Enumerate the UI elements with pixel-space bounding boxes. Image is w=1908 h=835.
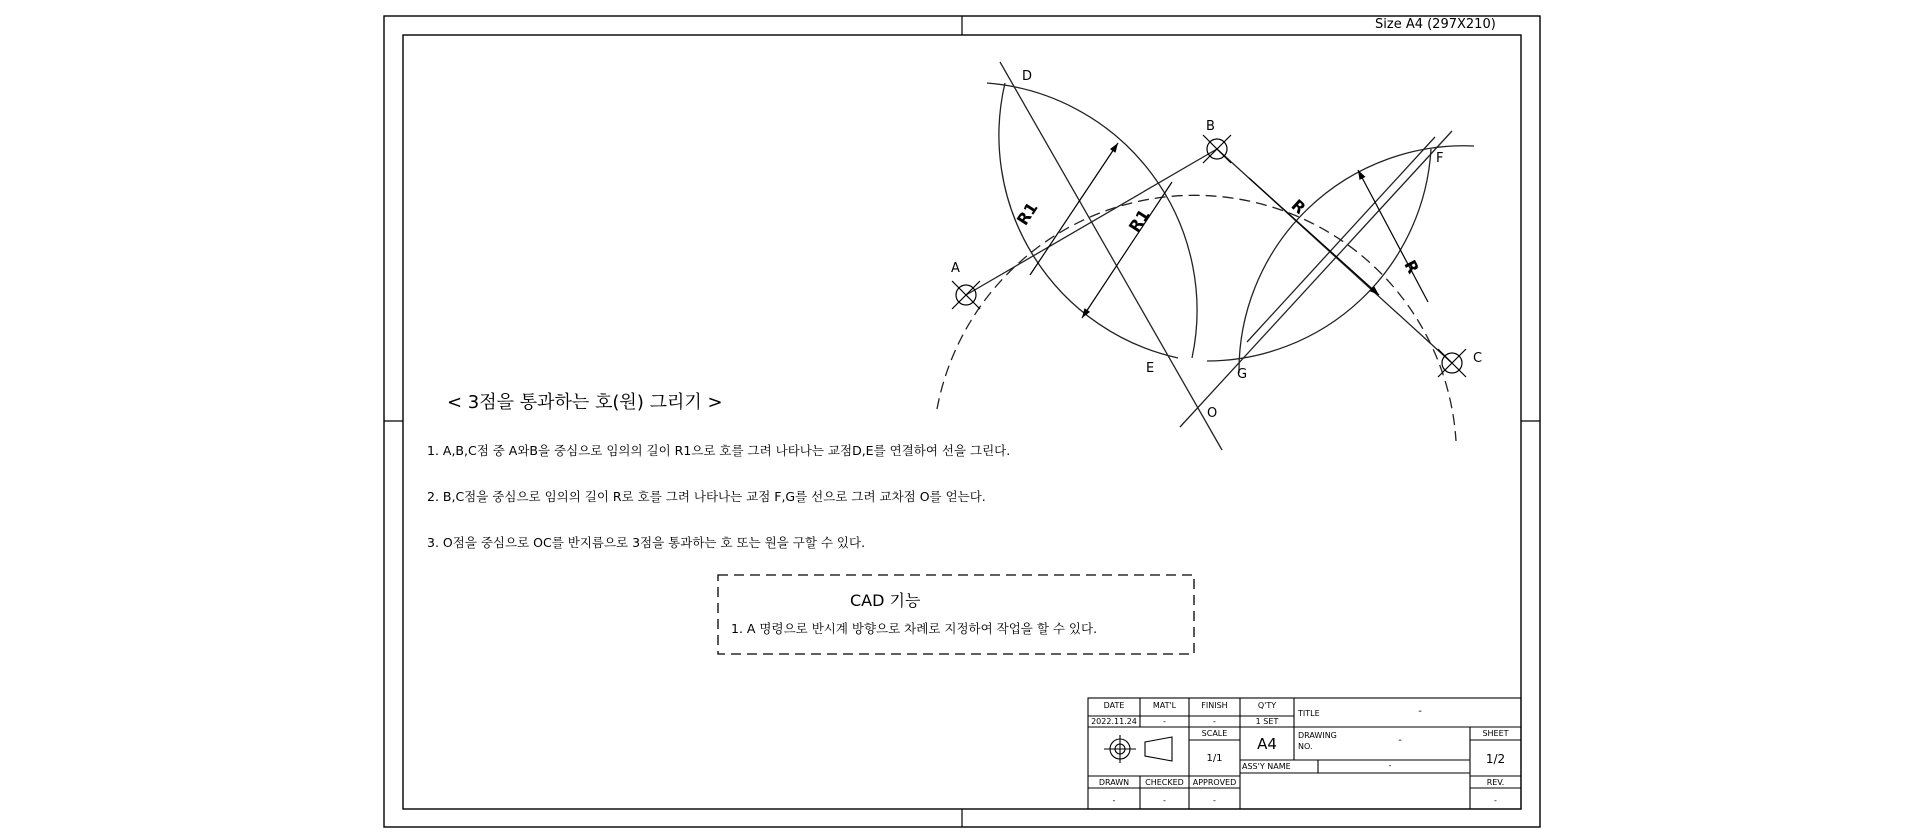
point-label-f: F xyxy=(1436,151,1444,166)
tb-qty-label: Q'TY xyxy=(1257,701,1277,710)
dim-r-left xyxy=(1249,178,1379,295)
tb-approved-label: APPROVED xyxy=(1192,778,1237,787)
tb-checked-label: CHECKED xyxy=(1145,778,1184,787)
point-label-g: G xyxy=(1237,367,1248,382)
point-c-marker xyxy=(1438,349,1466,377)
outer-border xyxy=(384,16,1540,827)
tb-qty-value: 1 SET xyxy=(1255,717,1279,726)
tb-title-value: - xyxy=(1418,706,1422,717)
arc-r-from-c xyxy=(1239,146,1474,373)
tb-approved-value: - xyxy=(1213,796,1216,805)
tb-assy-label: ASS'Y NAME xyxy=(1242,762,1291,771)
point-label-o: O xyxy=(1207,406,1218,421)
tb-checked-value: - xyxy=(1163,796,1166,805)
point-label-d: D xyxy=(1022,69,1033,84)
dim-label-r1-center: R1 xyxy=(1124,205,1154,236)
tb-scale-value: 1/1 xyxy=(1206,753,1223,764)
point-label-b: B xyxy=(1206,119,1215,134)
tb-drawn-label: DRAWN xyxy=(1098,778,1130,787)
tb-matl-value: - xyxy=(1163,717,1166,726)
tb-drawing-no-label-1: DRAWING xyxy=(1298,731,1337,740)
tb-date-value: 2022.11.24 xyxy=(1091,717,1137,726)
tb-rev-value: - xyxy=(1494,796,1497,805)
point-b-marker xyxy=(1203,135,1231,163)
instruction-step-1: 1. A,B,C점 중 A와B을 중심으로 임의의 길이 R1으로 호를 그려 나타나는 교점D,E를 연결하여 선을 그린다. xyxy=(427,443,1011,458)
dim-r-right xyxy=(1358,170,1428,302)
tb-matl-label: MAT'L xyxy=(1152,701,1177,710)
dim-r1-center xyxy=(1082,182,1172,318)
dim-label-r-left: R xyxy=(1287,195,1310,218)
tb-drawn-value: - xyxy=(1112,796,1116,805)
cad-box-item: 1. A 명령으로 반시계 방향으로 차례로 지정하여 작업을 할 수 있다. xyxy=(731,621,1098,636)
tb-sheet-value: 1/2 xyxy=(1485,752,1506,766)
tb-finish-label: FINISH xyxy=(1201,701,1228,710)
tb-drawing-no-label-2: NO. xyxy=(1298,742,1313,751)
instruction-step-2: 2. B,C점을 중심으로 임의의 길이 R로 호를 그려 나타나는 교점 F,G를 선으로 그려 교차점 O를 얻는다. xyxy=(427,489,986,504)
arc-r-from-b xyxy=(1207,149,1431,361)
tb-scale-label: SCALE xyxy=(1201,729,1228,738)
point-label-c: C xyxy=(1473,351,1483,366)
tb-rev-label: REV. xyxy=(1486,778,1505,787)
tb-finish-value: - xyxy=(1213,717,1216,726)
instructions-heading: < 3점을 통과하는 호(원) 그리기 > xyxy=(447,392,723,413)
sheet-size-label: Size A4 (297X210) xyxy=(1375,17,1496,32)
tb-drawing-no-value: - xyxy=(1398,735,1402,746)
tb-paper-value: A4 xyxy=(1257,735,1277,753)
dim-label-r1-left: R1 xyxy=(1012,198,1042,229)
point-a-marker xyxy=(952,281,980,309)
projection-symbol-icon xyxy=(1104,735,1172,763)
inner-border xyxy=(403,35,1521,809)
instruction-step-3: 3. O점을 중심으로 OC를 반지름으로 3점을 통과하는 호 또는 원을 구할 수 있다. xyxy=(427,535,866,550)
dim-r1-left xyxy=(1030,143,1118,275)
tb-sheet-label: SHEET xyxy=(1482,729,1509,738)
tb-date-label: DATE xyxy=(1103,701,1125,710)
point-label-e: E xyxy=(1146,361,1155,376)
cad-box-title: CAD 기능 xyxy=(850,591,921,610)
cad-box xyxy=(718,575,1194,654)
dim-label-r-right: R xyxy=(1400,256,1423,277)
tb-assy-value: - xyxy=(1388,761,1392,770)
line-f-o xyxy=(1180,131,1452,427)
tb-title-label: TITLE xyxy=(1298,709,1320,718)
point-label-a: A xyxy=(951,261,960,276)
point-markers xyxy=(952,135,1466,377)
